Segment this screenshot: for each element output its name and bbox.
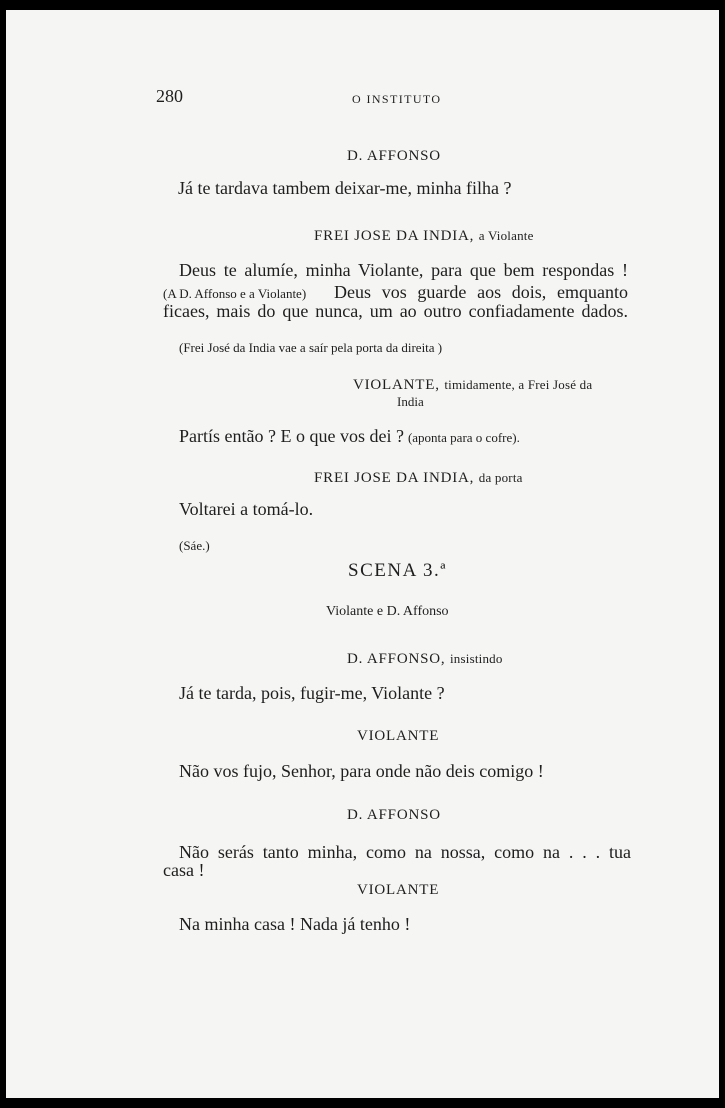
dialogue-line: Já te tarda, pois, fugir-me, Violante ? — [179, 683, 445, 703]
speaker-violante: VIOLANTE — [357, 728, 440, 744]
stage-direction: (Frei José da India vae a saír pela porta da direita ) — [179, 340, 443, 355]
scene-characters: Violante e D. Affonso — [326, 604, 449, 619]
speaker-name: D. AFFONSO, — [347, 651, 446, 667]
stage-direction: (A D. Affonso e a Violante) — [163, 286, 307, 301]
dialogue-line: Deus te alumíe, minha Violante, para que bem respondas ! — [179, 260, 628, 280]
speaker-frei-jose — [314, 228, 534, 245]
dialogue-line: Não vos fujo, Senhor, para onde não deis comigo ! — [179, 761, 544, 781]
dialogue-line: Partís então ? E o que vos dei ? — [179, 426, 404, 446]
stage-direction: (Sáe.) — [179, 538, 210, 553]
stage-direction: India — [397, 394, 424, 409]
speaker-violante: VIOLANTE — [357, 882, 440, 898]
speaker-d-affonso: D. AFFONSO — [347, 807, 441, 823]
dialogue-line: ficaes, mais do que nunca, um ao outro confiadamente dados. — [163, 301, 628, 321]
dialogue-line: casa ! — [163, 860, 205, 880]
dialogue-line: Na minha casa ! Nada já tenho ! — [179, 914, 411, 934]
stage-direction: a Violante — [478, 228, 534, 243]
speaker-name: FREI JOSE DA INDIA, — [314, 470, 475, 486]
speaker-d-affonso: D. AFFONSO — [347, 148, 441, 164]
speaker-name: FREI JOSE DA INDIA, — [314, 228, 475, 244]
speaker-name: VIOLANTE, — [353, 377, 440, 393]
stage-direction: timidamente, a Frei José da — [444, 377, 593, 392]
dialogue-line-with-direction — [179, 426, 520, 447]
stage-direction: insistindo — [449, 651, 503, 666]
dialogue-line: Não serás tanto minha, como na nossa, como na . . . tua — [179, 842, 631, 862]
speaker-violante — [353, 377, 592, 394]
dialogue-line: Já te tardava tambem deixar-me, minha filha ? — [178, 178, 512, 198]
stage-direction: (aponta para o cofre). — [407, 430, 520, 445]
dialogue-line: Voltarei a tomá-lo. — [179, 499, 314, 519]
dialogue-line: Deus vos guarde aos dois, emquanto — [334, 282, 628, 302]
scene-heading: SCENA 3.ª — [348, 560, 447, 581]
book-page — [6, 10, 719, 1098]
stage-direction: da porta — [478, 470, 523, 485]
page-number: 280 — [156, 86, 183, 106]
running-title: O INSTITUTO — [352, 92, 442, 106]
dialogue-line-with-direction — [163, 282, 628, 303]
speaker-frei-jose — [314, 470, 523, 487]
speaker-d-affonso — [347, 651, 503, 668]
